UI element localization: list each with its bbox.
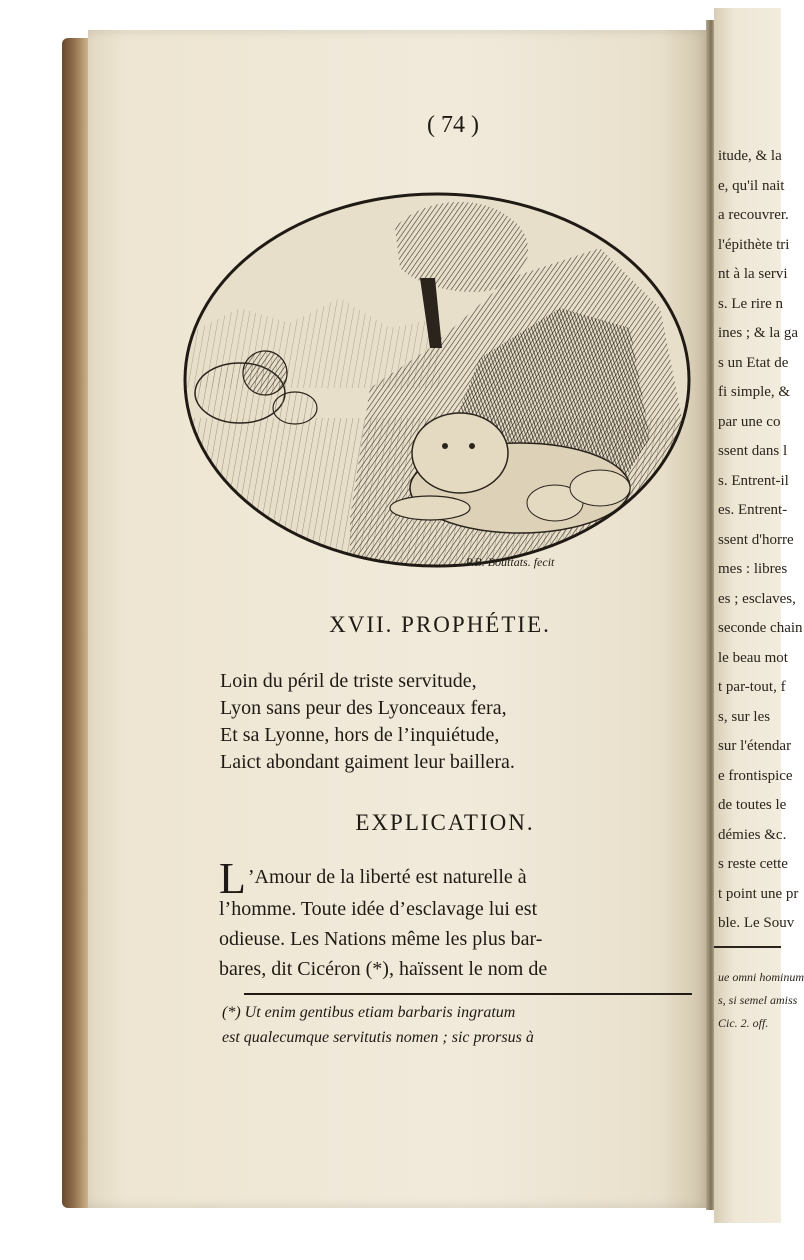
right-page <box>714 8 804 1223</box>
right-page-line: s un Etat de <box>718 354 789 371</box>
verse-line: Lyon sans peur des Lyonceaux fera, <box>220 697 507 719</box>
verse-block <box>220 668 680 776</box>
right-page-line: e, qu'il nait <box>718 177 785 194</box>
right-page-line: s. Entrent-il <box>718 472 789 489</box>
engraving-vignette <box>180 188 695 573</box>
right-page-line: t par-tout, f <box>718 679 786 695</box>
right-page-line: ssent d'horre <box>718 531 794 548</box>
right-page-footnote-line: Cic. 2. off. <box>718 1016 769 1030</box>
footnote <box>222 1000 692 1050</box>
verse-line: Loin du péril de triste servitude, <box>220 670 477 692</box>
body-text <box>219 854 677 984</box>
right-page-line: a recouvrer. <box>718 207 789 223</box>
right-page-line: sur l'étendar <box>718 738 792 754</box>
verse-line: Et sa Lyonne, hors de l’inquiétude, <box>220 724 500 746</box>
body-line: l’homme. Toute idée d’esclavage lui est <box>219 898 538 920</box>
right-page-footnote-rule <box>714 946 781 948</box>
right-page-line: s. Le rire n <box>718 295 783 312</box>
footnote-line: (*) Ut enim gentibus etiam barbaris ingratum <box>222 1004 516 1021</box>
right-page-line: l'épithète tri <box>718 236 790 253</box>
right-page-line: ines ; & la ga <box>718 325 798 341</box>
right-page-line: démies &c. <box>718 826 787 843</box>
right-page-line: fi simple, & <box>718 384 791 400</box>
right-page-line: mes : libres <box>718 561 788 577</box>
right-page-line: ble. Le Souv <box>718 915 795 931</box>
right-page-footnote-line: s, si semel amiss <box>718 993 798 1007</box>
right-page-line: nt à la servi <box>718 266 788 282</box>
right-page-line: es. Entrent- <box>718 502 788 518</box>
footnote-rule <box>244 993 692 995</box>
right-page-line: s, sur les <box>718 708 771 725</box>
engraving-signature: P.B. Bouttats. fecit <box>465 555 555 569</box>
right-page-line: e frontispice <box>718 767 793 784</box>
body-line: odieuse. Les Nations même les plus bar- <box>219 928 543 950</box>
footnote-line: est qualecumque servitutis nomen ; sic prorsus à <box>222 1029 534 1046</box>
right-page-line: t point une pr <box>718 885 799 902</box>
page-number: ( 74 ) <box>427 112 479 138</box>
right-page-line: seconde chain <box>718 620 803 636</box>
right-page-line: s reste cette <box>718 856 788 872</box>
body-line <box>219 854 677 903</box>
right-page-line: de toutes le <box>718 797 787 813</box>
right-page-line: ssent dans l <box>718 443 788 459</box>
verse-line: Laict abondant gaiment leur baillera. <box>220 751 515 773</box>
body-first-line: ’Amour de la liberté est naturelle à <box>247 866 527 888</box>
right-page-line: par une co <box>718 413 781 430</box>
right-page-line: le beau mot <box>718 649 788 666</box>
right-page-line: es ; esclaves, <box>718 590 796 607</box>
prophecy-title: XVII. PROPHÉTIE. <box>329 612 551 637</box>
right-page-line: itude, & la <box>718 148 782 164</box>
explication-heading: EXPLICATION. <box>355 810 535 835</box>
right-page-footnote-line: ue omni hominum <box>718 970 804 984</box>
body-line: bares, dit Cicéron (*), haïssent le nom de <box>219 958 548 980</box>
drop-cap: L <box>219 854 246 903</box>
